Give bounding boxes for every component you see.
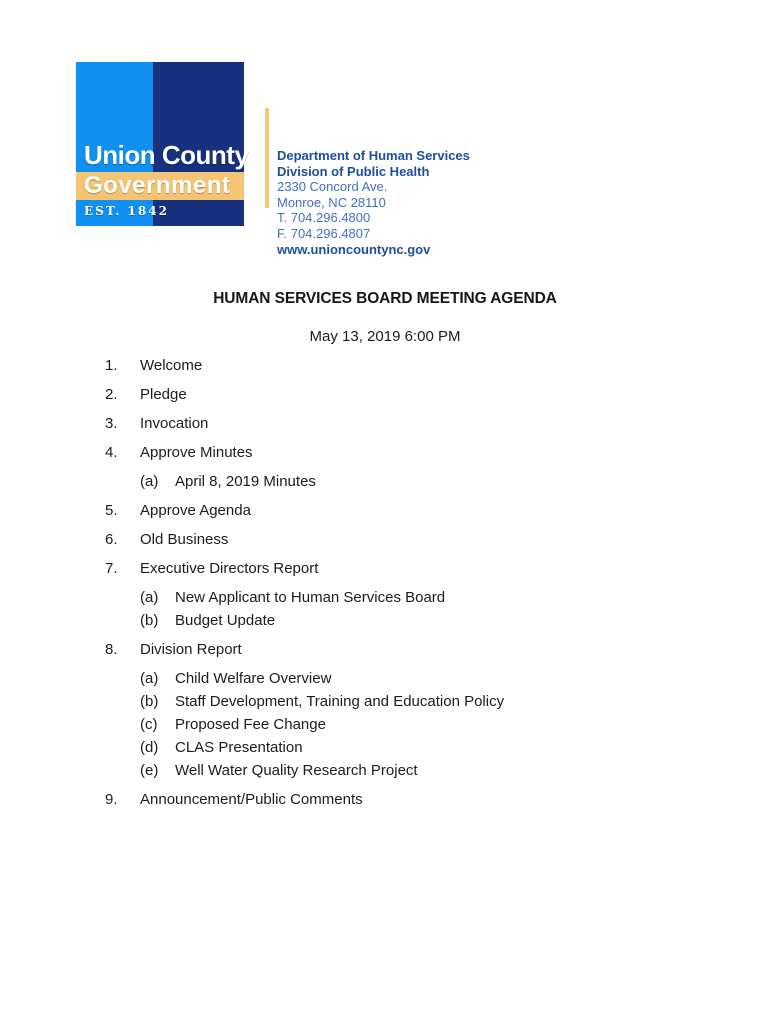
agenda-item-text: Approve Minutes [140, 444, 253, 461]
agenda-item-text: Approve Agenda [140, 502, 251, 519]
agenda-item-number: 3. [105, 415, 118, 432]
agenda-item [105, 792, 770, 808]
agenda-item-number: 7. [105, 560, 118, 577]
page-title: HUMAN SERVICES BOARD MEETING AGENDA [213, 290, 557, 307]
agenda-item [105, 416, 770, 432]
logo-established-text: EST. 1842 [84, 204, 169, 218]
agenda-item-number: 1. [105, 357, 118, 374]
contact-line: T. 704.296.4800 [277, 210, 371, 226]
agenda-subitem-text: April 8, 2019 Minutes [175, 473, 316, 490]
agenda-subitem [140, 694, 770, 710]
agenda-subitem [140, 763, 770, 779]
agenda-subitem-text: Well Water Quality Research Project [175, 762, 418, 779]
contact-line: Department of Human Services [277, 148, 470, 163]
agenda-item-text: Announcement/Public Comments [140, 791, 363, 808]
agenda-item-number: 4. [105, 444, 118, 461]
agenda-subitem-letter: (c) [140, 716, 158, 733]
agenda-subitem-letter: (b) [140, 612, 159, 629]
union-county-logo [76, 62, 249, 226]
agenda-subitem [140, 613, 770, 629]
agenda-subitem-text: New Applicant to Human Services Board [175, 589, 446, 606]
meeting-datetime: May 13, 2019 6:00 PM [309, 328, 461, 345]
contact-line: Division of Public Health [277, 163, 430, 179]
agenda-subitem [140, 474, 770, 490]
agenda-subitem-letter: (e) [140, 762, 159, 779]
agenda-item-number: 6. [105, 531, 118, 548]
logo-government-text: Government [84, 172, 231, 199]
agenda-subitem-text: CLAS Presentation [175, 739, 303, 756]
agenda-item [105, 532, 770, 548]
contact-line: www.unioncountync.gov [277, 241, 431, 257]
contact-line: Monroe, NC 28110 [277, 194, 386, 210]
agenda-item [105, 642, 770, 658]
agenda-item-text: Division Report [140, 641, 242, 658]
agenda-subitem-text: Staff Development, Training and Education Policy [175, 693, 505, 710]
agenda-item [105, 503, 770, 519]
contact-block [277, 148, 470, 257]
gold-divider-line [265, 108, 269, 208]
agenda-subitem-letter: (a) [140, 589, 159, 606]
agenda-subitem-text: Child Welfare Overview [175, 670, 332, 687]
agenda-subitem [140, 740, 770, 756]
agenda-subitem-letter: (a) [140, 473, 159, 490]
contact-line: F. 704.296.4807 [277, 225, 371, 241]
agenda-item-text: Invocation [140, 415, 209, 432]
agenda-list [0, 358, 770, 821]
agenda-item-number: 9. [105, 791, 118, 808]
logo-name-text: Union County [84, 140, 249, 170]
agenda-item-text: Old Business [140, 531, 229, 548]
agenda-item [105, 445, 770, 461]
contact-line: 2330 Concord Ave. [277, 179, 388, 195]
agenda-subitem-letter: (a) [140, 670, 159, 687]
agenda-item-number: 8. [105, 641, 118, 658]
agenda-item [105, 358, 770, 374]
agenda-subitem [140, 590, 770, 606]
logo-gold-band [76, 172, 244, 200]
agenda-subitem [140, 671, 770, 687]
agenda-subitem-letter: (b) [140, 693, 159, 710]
agenda-item-number: 5. [105, 502, 118, 519]
agenda-item-text: Pledge [140, 386, 187, 403]
agenda-item-number: 2. [105, 386, 118, 403]
agenda-item-text: Welcome [140, 357, 203, 374]
agenda-subitem [140, 717, 770, 733]
agenda-item [105, 561, 770, 577]
agenda-item-text: Executive Directors Report [140, 560, 319, 577]
agenda-subitem-letter: (d) [140, 739, 159, 756]
agenda-item [105, 387, 770, 403]
agenda-subitem-text: Budget Update [175, 612, 276, 629]
agenda-subitem-text: Proposed Fee Change [175, 716, 326, 733]
